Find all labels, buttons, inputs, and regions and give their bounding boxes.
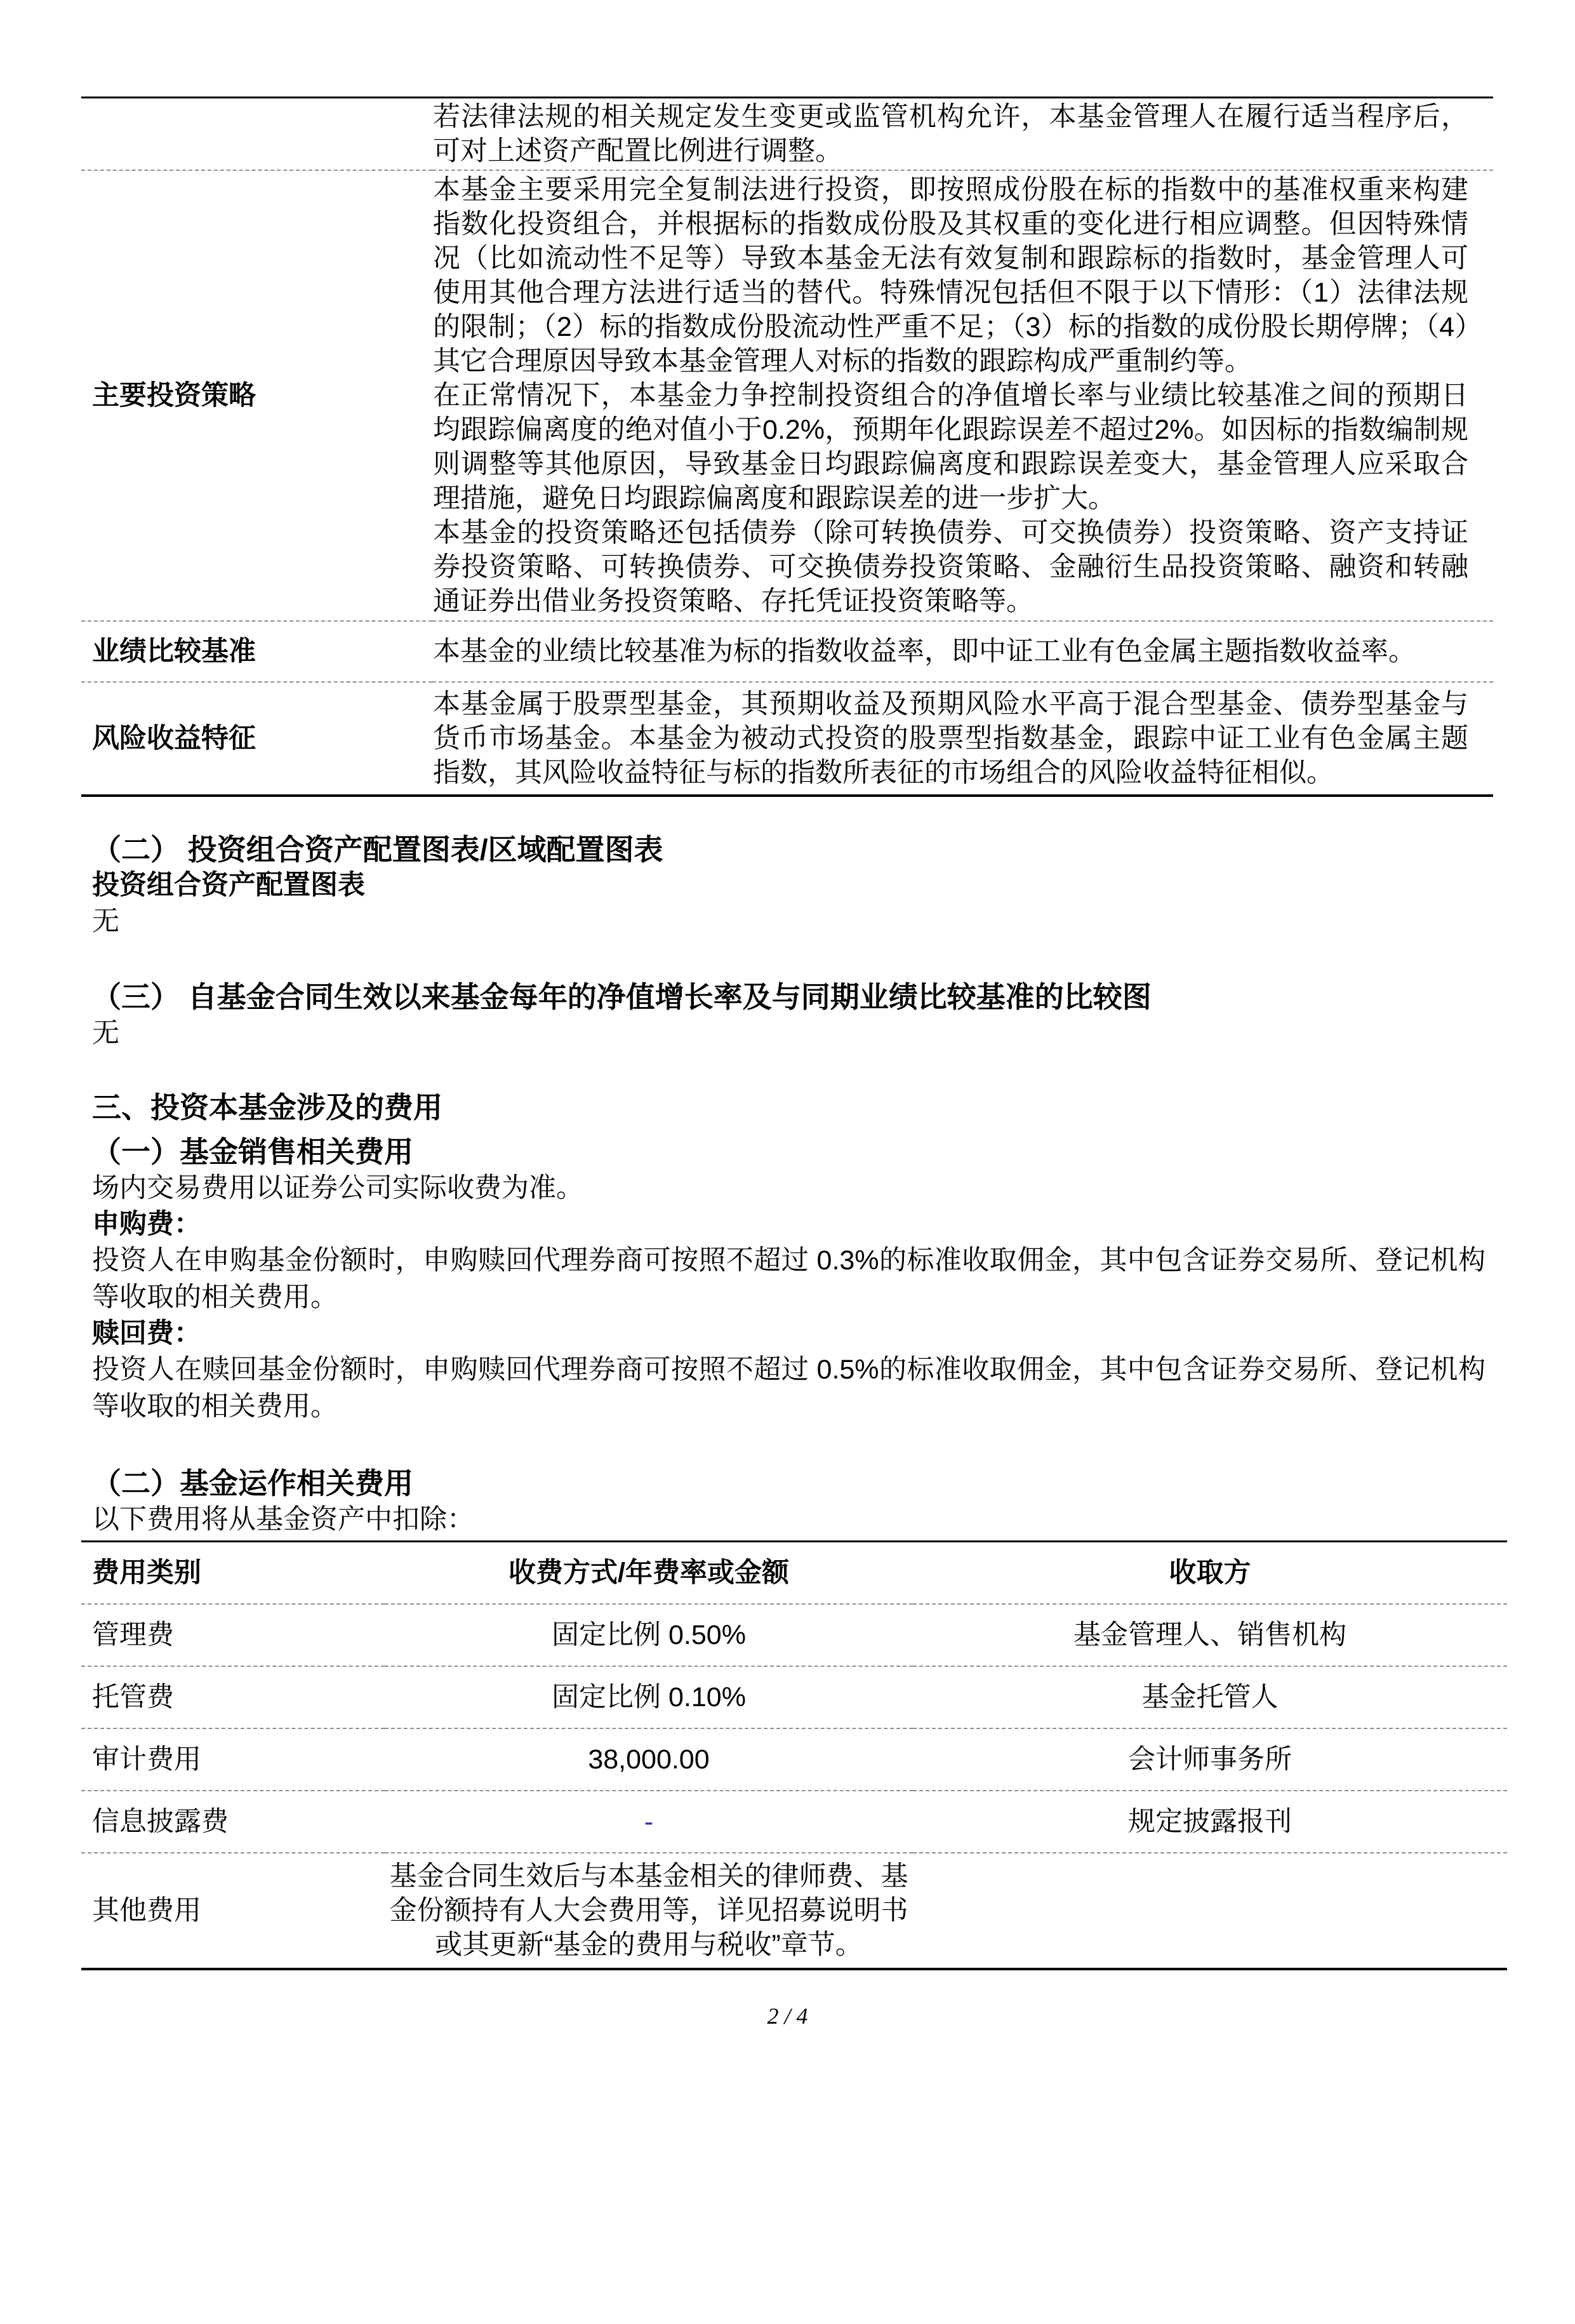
row-text: 若法律法规的相关规定发生变更或监管机构允许，本基金管理人在履行适当程序后，可对上述资产配置比例进行调整。: [433, 102, 1468, 166]
fee-collector: 规定披露报刊: [1128, 1806, 1292, 1837]
section-title-portfolio-charts: （二） 投资组合资产配置图表/区域配置图表: [92, 833, 663, 866]
fee-category: 信息披露费: [92, 1806, 229, 1837]
redemption-fee-text: 投资人在赎回基金份额时，申购赎回代理券商可按照不超过 0.5%的标准收取佣金，其中包含证券交易所、登记机构等收取的相关费用。: [92, 1354, 1485, 1422]
row-text: 在正常情况下，本基金力争控制投资组合的净值增长率与业绩比较基准之间的预期日均跟踪偏离度的绝对值小于0.2%，预期年化跟踪误差不超过2%。如因标的指数编制规则调整等其他原因，导致基金日均跟踪偏离度和跟踪误差变大，基金管理人应采取合理措施，避免日均跟踪偏离度和跟踪误差的进一步扩大。: [433, 380, 1468, 514]
fee-method: 基金合同生效后与本基金相关的律师费、基金份额持有人大会费用等，详见招募说明书或其更新“基金的费用与税收”章节。: [389, 1861, 908, 1960]
fee-collector: 会计师事务所: [1128, 1744, 1292, 1775]
row-label: 主要投资策略: [92, 380, 256, 411]
row-text: 本基金属于股票型基金，其预期收益及预期风险水平高于混合型基金、债券型基金与货币市场基金。本基金为被动式投资的股票型指数基金，跟踪中证工业有色金属主题指数，其风险收益特征与标的指数所表征的市场组合的风险收益特征相似。: [433, 689, 1468, 788]
column-header-fee-method: 收费方式/年费率或金额: [508, 1558, 789, 1588]
fee-table-header-row: [81, 1542, 1507, 1605]
row-text: 本基金的投资策略还包括债券（除可转换债券、可交换债券）投资策略、资产支持证券投资策略、可转换债券、可交换债券投资策略、金融衍生品投资策略、融资和转融通证券出借业务投资策略、存托凭证投资策略等。: [433, 518, 1468, 617]
row-label: 业绩比较基准: [92, 636, 256, 667]
fund-overview-table: [81, 97, 1493, 797]
fee-row-other: [81, 1853, 1507, 1969]
section-title-fees: 三、投资本基金涉及的费用: [92, 1091, 442, 1124]
fee-row-management: [81, 1604, 1507, 1666]
fee-collector: [913, 1853, 1507, 1969]
column-header-fee-category: 费用类别: [92, 1558, 201, 1588]
row-text: 本基金的业绩比较基准为标的指数收益率，即中证工业有色金属主题指数收益率。: [433, 636, 1416, 667]
fee-row-audit: [81, 1728, 1507, 1791]
fee-category: 管理费: [92, 1620, 174, 1650]
subscription-fee-label: 申购费：: [92, 1209, 201, 1239]
table-row-risk-return: [81, 682, 1493, 796]
row-label: 风险收益特征: [92, 723, 256, 754]
fee-category: 其他费用: [92, 1895, 201, 1926]
section-title-operation-fees: （二）基金运作相关费用: [92, 1467, 413, 1500]
subscription-fee-text: 投资人在申购基金份额时，申购赎回代理券商可按照不超过 0.3%的标准收取佣金，其中包含证券交易所、登记机构等收取的相关费用。: [92, 1245, 1485, 1312]
fee-row-custody: [81, 1666, 1507, 1728]
table-row-main-strategy: [81, 170, 1493, 621]
fee-method: 固定比例 0.10%: [552, 1682, 746, 1713]
fee-category: 审计费用: [92, 1744, 201, 1775]
operation-fee-note: 以下费用将从基金资产中扣除：: [92, 1504, 474, 1535]
document-page: [0, 97, 1575, 2324]
asset-allocation-chart-value: 无: [92, 906, 119, 937]
fee-table: [81, 1540, 1507, 1970]
section-title-sales-fees: （一）基金销售相关费用: [92, 1135, 413, 1168]
subsection-title-asset-allocation-chart: 投资组合资产配置图表: [92, 870, 365, 900]
fee-row-disclosure: [81, 1791, 1507, 1853]
nav-growth-comparison-value: 无: [92, 1018, 119, 1048]
row-text: 本基金主要采用完全复制法进行投资，即按照成份股在标的指数中的基准权重来构建指数化投资组合，并根据标的指数成份股及其权重的变化进行相应调整。但因特殊情况（比如流动性不足等）导致本基金无法有效复制和跟踪标的指数时，基金管理人可使用其他合理方法进行适当的替代。特殊情况包括但不限于以下情形：（1）法律法规的限制；（2）标的指数成份股流动性严重不足；（3）标的指数的成份股长期停牌；（4）其它合理原因导致本基金管理人对标的指数的跟踪构成严重制约等。: [433, 175, 1468, 377]
section-title-nav-growth-comparison: （三） 自基金合同生效以来基金每年的净值增长率及与同期业绩比较基准的比较图: [92, 980, 1152, 1013]
fee-category: 托管费: [92, 1682, 174, 1713]
fee-method: 38,000.00: [588, 1744, 710, 1775]
column-header-fee-collector: 收取方: [1169, 1558, 1251, 1588]
fee-collector: 基金管理人、销售机构: [1073, 1620, 1346, 1650]
table-row-benchmark: [81, 621, 1493, 682]
page-number: 2 / 4: [767, 2003, 808, 2029]
fee-method: 固定比例 0.50%: [552, 1620, 746, 1650]
fee-method-dash: -: [644, 1806, 654, 1837]
table-row-asset-allocation-note: [81, 98, 1493, 171]
fee-collector: 基金托管人: [1141, 1682, 1279, 1713]
sales-fee-note: 场内交易费用以证券公司实际收费为准。: [92, 1173, 583, 1203]
row-label: [81, 98, 432, 171]
redemption-fee-label: 赎回费：: [92, 1318, 201, 1349]
